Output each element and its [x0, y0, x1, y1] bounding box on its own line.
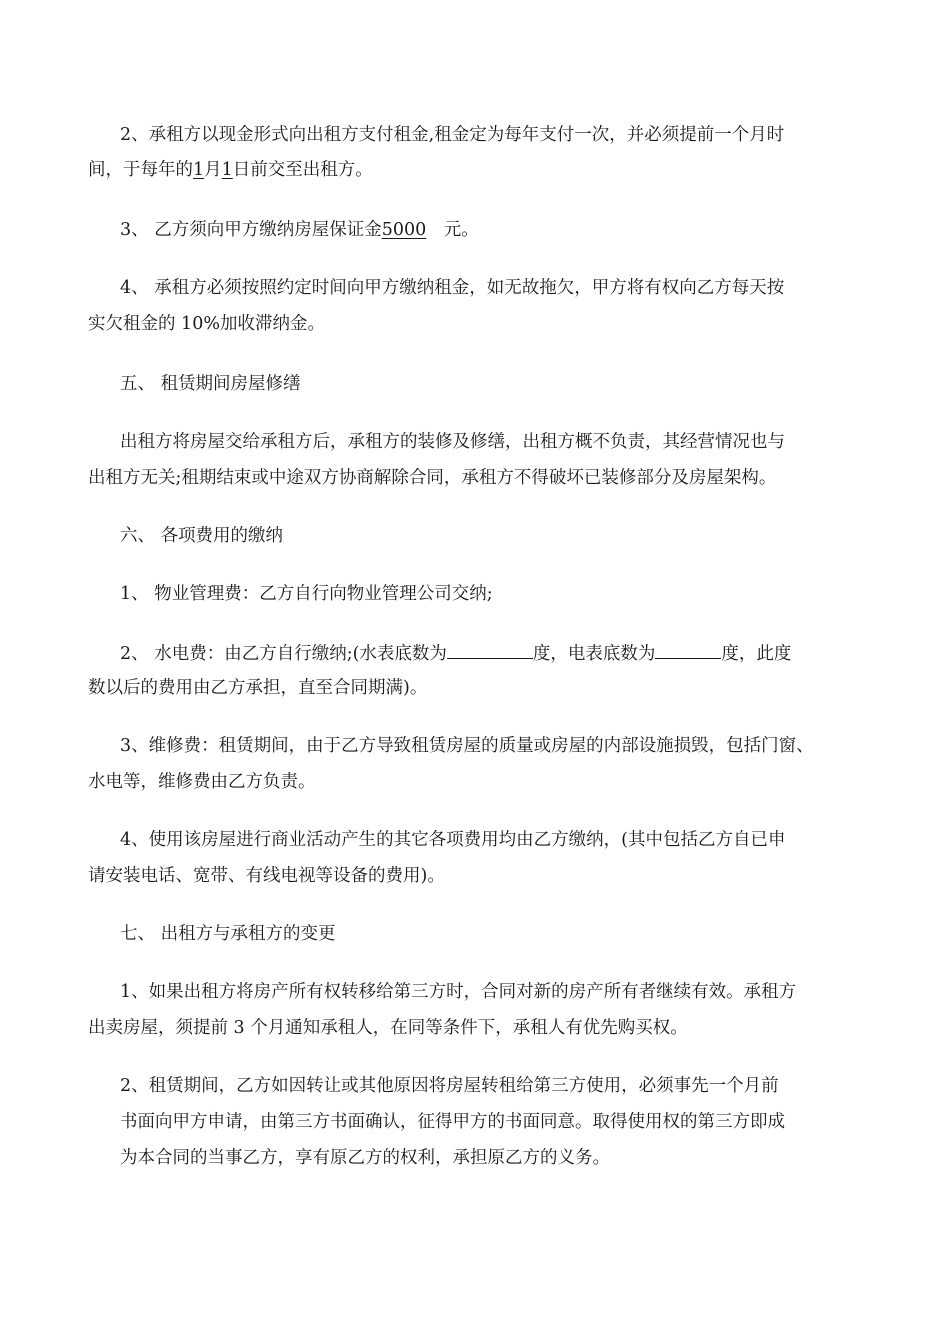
property-fee-line: 1、 物业管理费：乙方自行向物业管理公司交纳; — [120, 584, 493, 604]
electric-meter-label: 度，电表底数为 — [532, 644, 656, 664]
section-6-heading: 六、 各项费用的缴纳 — [120, 526, 284, 546]
electric-meter-blank — [655, 640, 721, 659]
utility-fee-suffix: 度，此度 — [721, 644, 792, 664]
rent-payment-line-2 — [88, 158, 373, 182]
section-7-heading: 七、 出租方与承租方的变更 — [120, 924, 336, 944]
sublease-line-2: 书面向甲方申请，由第三方书面确认，征得甲方的书面同意。取得使用权的第三方即成 — [120, 1112, 785, 1132]
deposit-amount: 5000 — [381, 220, 427, 240]
sublease-line-3: 为本合同的当事乙方，享有原乙方的权利，承担原乙方的义务。 — [120, 1148, 610, 1168]
ownership-transfer-line-1: 1、如果出租方将房产所有权转移给第三方时，合同对新的房产所有者继续有效。承租方 — [120, 982, 797, 1002]
rent-date-prefix: 间，于每年的 — [88, 160, 193, 180]
rent-month-unit: 月 — [204, 160, 222, 180]
utility-fee-prefix: 2、 水电费：由乙方自行缴纳;(水表底数为 — [120, 644, 447, 664]
section-5-heading: 五、 租赁期间房屋修缮 — [120, 374, 301, 394]
late-fee-line-1: 4、 承租方必须按照约定时间向甲方缴纳租金，如无故拖欠，甲方将有权向乙方每天按 — [120, 278, 785, 298]
sublease-line-1: 2、租赁期间，乙方如因转让或其他原因将房屋转租给第三方使用，必须事先一个月前 — [120, 1076, 779, 1096]
rent-month-value: 1 — [193, 160, 205, 180]
water-meter-blank — [447, 640, 533, 659]
ownership-transfer-line-2: 出卖房屋，须提前 3 个月通知承租人，在同等条件下，承租人有优先购买权。 — [88, 1018, 688, 1038]
other-fees-line-1: 4、使用该房屋进行商业活动产生的其它各项费用均由乙方缴纳，(其中包括乙方自已申 — [120, 830, 786, 850]
repair-fee-line-2: 水电等，维修费由乙方负责。 — [88, 772, 316, 792]
deposit-prefix: 3、 乙方须向甲方缴纳房屋保证金 — [120, 220, 382, 240]
section-5-body-line-1: 出租方将房屋交给承租方后，承租方的装修及修缮，出租方概不负责，其经营情况也与 — [120, 432, 785, 452]
other-fees-line-2: 请安装电话、宽带、有线电视等设备的费用)。 — [88, 866, 445, 886]
deposit-suffix: 元。 — [443, 220, 479, 240]
late-fee-line-2: 实欠租金的 10%加收滞纳金。 — [88, 314, 325, 334]
repair-fee-line-1: 3、维修费：租赁期间，由于乙方导致租赁房屋的质量或房屋的内部设施损毁，包括门窗、 — [120, 736, 814, 756]
rent-date-suffix: 日前交至出租方。 — [232, 160, 373, 180]
rent-payment-line-1: 2、承租方以现金形式向出租方支付租金,租金定为每年支付一次，并必须提前一个月时 — [120, 125, 785, 145]
section-5-body-line-2: 出租方无关;租期结束或中途双方协商解除合同，承租方不得破坏已装修部分及房屋架构。 — [88, 468, 777, 488]
utility-fee-line-1 — [120, 640, 791, 664]
rent-day-value: 1 — [221, 160, 233, 180]
utility-fee-line-2: 数以后的费用由乙方承担，直至合同期满)。 — [88, 678, 428, 698]
deposit-line — [120, 218, 479, 242]
